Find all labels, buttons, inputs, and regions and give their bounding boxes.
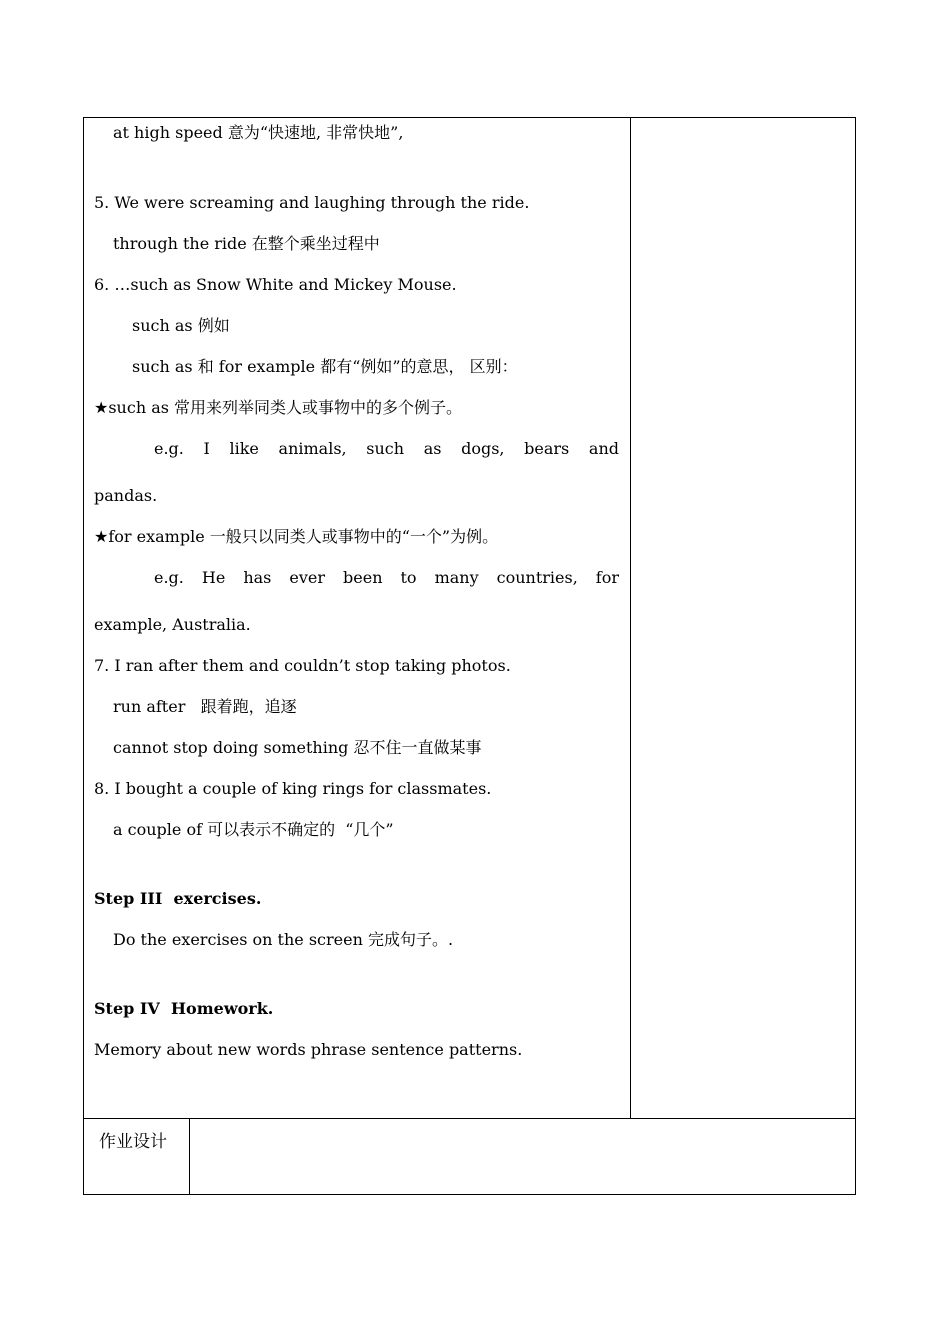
- rule-such-as: ★such as 常用来列举同类人或事物中的多个例子。: [94, 398, 463, 417]
- table-row-divider: [83, 1118, 856, 1119]
- step-3-heading: Step III exercises.: [94, 889, 262, 908]
- note-cannot-stop: cannot stop doing something 忍不住一直做某事: [113, 738, 482, 757]
- note-through-the-ride: through the ride 在整个乘坐过程中: [113, 234, 380, 253]
- note-at-high-speed: at high speed 意为“快速地, 非常快地”,: [113, 123, 404, 142]
- sentence-5: 5. We were screaming and laughing through the ride.: [94, 193, 530, 212]
- example-for-example-cont: example, Australia.: [94, 615, 251, 634]
- example-such-as: e.g. I like animals, such as dogs, bears and: [154, 439, 619, 458]
- sentence-7: 7. I ran after them and couldn’t stop taking photos.: [94, 656, 511, 675]
- rule-for-example: ★for example 一般只以同类人或事物中的“一个”为例。: [94, 527, 499, 546]
- homework-design-label: 作业设计: [99, 1132, 167, 1152]
- note-a-couple-of: a couple of 可以表示不确定的 “几个”: [113, 820, 394, 839]
- step-3-instruction: Do the exercises on the screen 完成句子。.: [113, 930, 454, 949]
- homework-column-divider: [189, 1118, 190, 1195]
- step-4-heading: Step IV Homework.: [94, 999, 274, 1018]
- note-such-as: such as 例如: [132, 316, 230, 335]
- example-such-as-cont: pandas.: [94, 486, 158, 505]
- note-such-as-vs-for-example: such as 和 for example 都有“例如”的意思， 区别：: [132, 357, 518, 376]
- note-run-after: run after 跟着跑，追逐: [113, 697, 297, 716]
- sentence-6: 6. …such as Snow White and Mickey Mouse.: [94, 275, 457, 294]
- example-for-example: e.g. He has ever been to many countries, for: [154, 568, 619, 587]
- sentence-8: 8. I bought a couple of king rings for classmates.: [94, 779, 492, 798]
- table-column-divider: [630, 117, 631, 1118]
- step-4-instruction: Memory about new words phrase sentence patterns.: [94, 1040, 523, 1059]
